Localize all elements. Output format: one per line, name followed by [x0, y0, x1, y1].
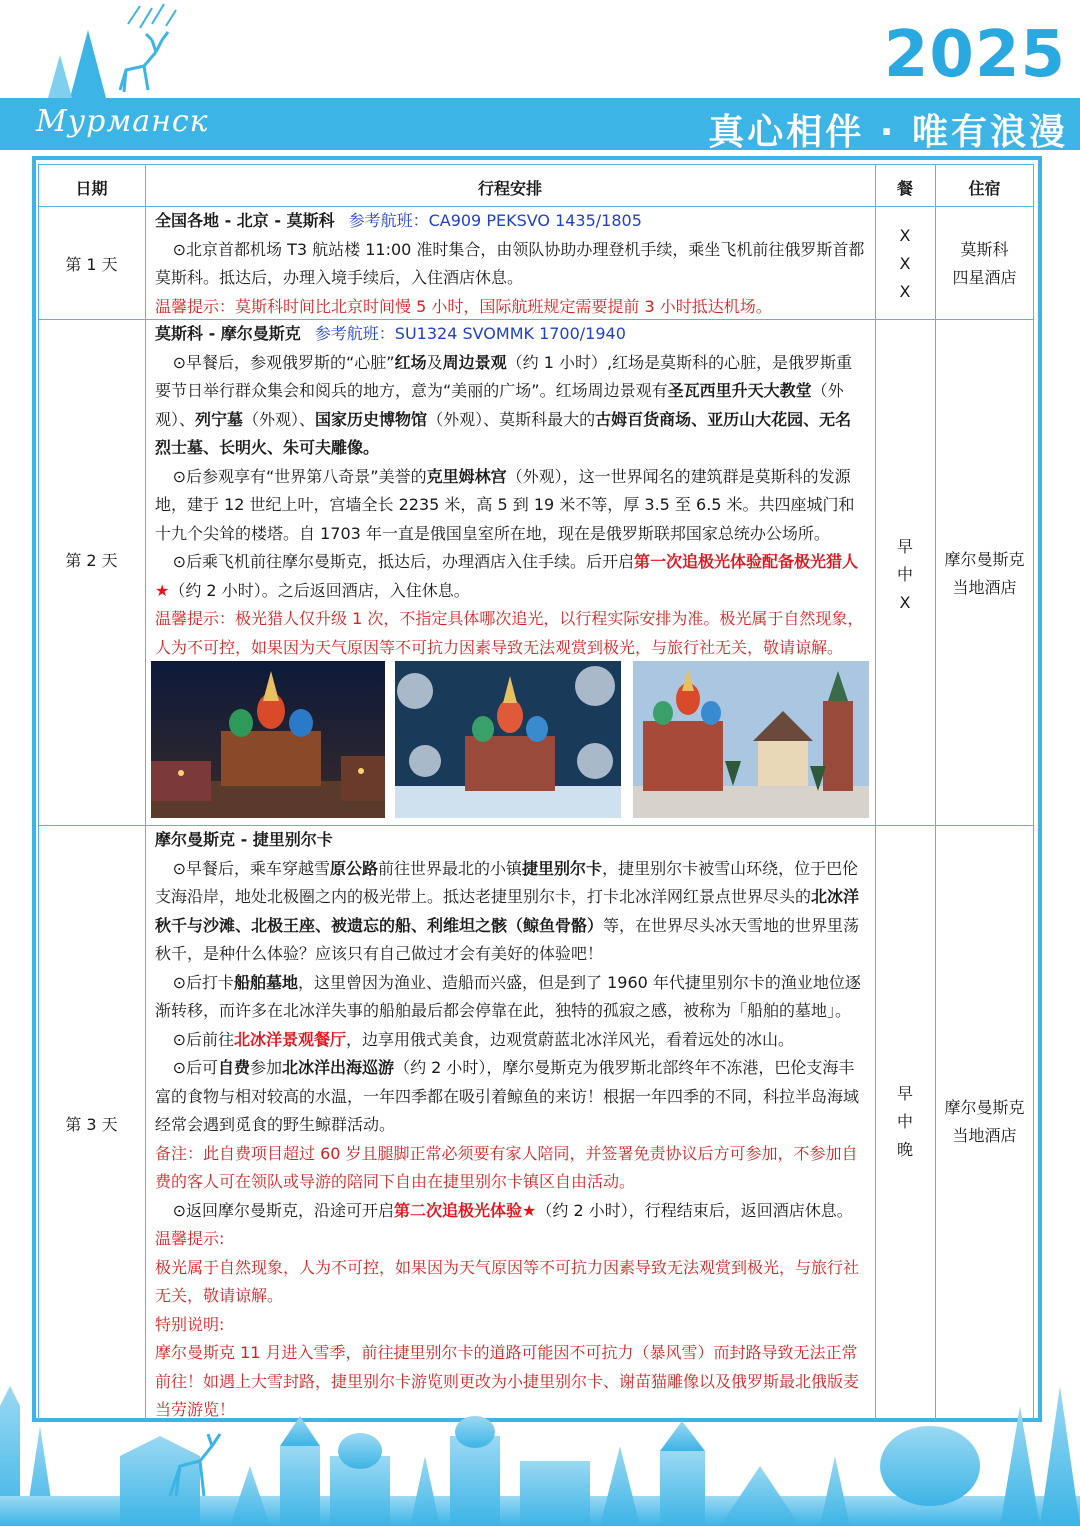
meal-breakfast: 早 — [896, 1084, 913, 1103]
day-3-tip-label: 温馨提示: — [155, 1229, 225, 1248]
hotel-type: 当地酒店 — [952, 1126, 1017, 1145]
red-square-carousel-photo — [633, 661, 869, 818]
day-1-title: 全国各地 - 北京 - 莫斯科 — [155, 211, 335, 230]
hotel-type: 四星酒店 — [952, 268, 1017, 287]
day-2-title: 莫斯科 - 摩尔曼斯克 — [155, 324, 301, 343]
meal-dinner: 晚 — [896, 1140, 913, 1159]
day-2-hotel — [935, 546, 1034, 602]
day-2-content — [155, 320, 867, 662]
saint-basil-snow-photo — [395, 661, 621, 818]
day-1-flight: 参考航班：CA909 PEKSVO 1435/1805 — [348, 211, 642, 230]
day-1-label: 第 1 天 — [65, 255, 118, 274]
header-hotel: 住宿 — [968, 179, 1001, 198]
day-1-tip-text: 莫斯科时间比北京时间慢 5 小时，国际航班规定需要提前 3 小时抵达机场。 — [235, 296, 772, 316]
meal-dinner: X — [899, 593, 911, 612]
tree-deer-decoration — [40, 0, 200, 100]
day-3-special-text: 摩尔曼斯克 11 月进入雪季，前往捷里别尔卡的道路可能因不可抗力（暴风雪）而封路导致无法正常前往！如遇上大雪封路，捷里别尔卡游览则更改为小捷里别尔卡、谢苗猫雕像以及俄罗斯最北俄版麦当劳游览！ — [155, 1343, 860, 1419]
day-3-paragraph-5: ⊙返回摩尔曼斯克，沿途可开启第二次追极光体验★（约 2 小时），行程结束后，返回酒店休息。 — [172, 1200, 853, 1220]
meal-breakfast: X — [899, 226, 911, 245]
hotel-city: 莫斯科 — [960, 240, 1009, 259]
day-3-tip-text: 极光属于自然现象，人为不可控，如果因为天气原因等不可抗力因素导致无法观赏到极光，与旅行社无关，敬请谅解。 — [155, 1257, 860, 1305]
year-title: 2025 — [883, 18, 1066, 92]
day-3-paragraph-2: ⊙后打卡船舶墓地，这里曾因为渔业、造船而兴盛，但是到了 1960 年代捷里别尔卡的渔业地位逐渐转移，而许多在北冰洋失事的船舶最后都会停靠在此，独特的孤寂之感，被称为「船舶的墓地」。 — [155, 972, 861, 1020]
meal-breakfast: 早 — [896, 537, 913, 556]
day-1-tip-label: 温馨提示： — [155, 296, 236, 316]
day-3-label: 第 3 天 — [65, 1115, 118, 1134]
slogan: 真心相伴 · 唯有浪漫 — [708, 112, 1068, 153]
meal-lunch: X — [899, 254, 911, 273]
day-3-note: 备注：此自费项目超过 60 岁且腿脚正常必须要有家人陪同，并签署免责协议后方可参加，不参加自费的客人可在领队或导游的陪同下自由在捷里别尔卡镇区自由活动。 — [155, 1143, 858, 1191]
header-meal: 餐 — [896, 179, 913, 198]
header-date: 日期 — [75, 179, 108, 198]
hotel-city: 摩尔曼斯克 — [944, 550, 1025, 569]
hotel-type: 当地酒店 — [952, 578, 1017, 597]
day-3-paragraph-1: ⊙早餐后，乘车穿越雪原公路前往世界最北的小镇捷里别尔卡，捷里别尔卡被雪山环绕，位于巴伦支海沿岸，地处北极圈之内的极光带上。抵达老捷里别尔卡，打卡北冰洋网红景点世界尽头的北冰洋秋千与沙滩、北极王座、被遗忘的船、利维坦之骸（鲸鱼骨骼）等，在世界尽头冰天雪地的世界里荡秋千，是种什么体验？应该只有自己做过才会有美好的体验吧！ — [155, 858, 860, 963]
hotel-city: 摩尔曼斯克 — [944, 1098, 1025, 1117]
day-3-content — [155, 826, 867, 1425]
day-3-hotel — [935, 1094, 1034, 1150]
day-2-flight: 参考航班：SU1324 SVOMMK 1700/1940 — [314, 324, 626, 343]
meal-lunch: 中 — [896, 1112, 913, 1131]
day-1-meals — [875, 222, 935, 306]
day-2-photos — [151, 661, 871, 818]
day-3-meals — [875, 1080, 935, 1164]
itinerary-table — [38, 164, 1034, 1420]
day-3-title: 摩尔曼斯克 - 捷里别尔卡 — [155, 830, 333, 849]
day-3-paragraph-4: ⊙后可自费参加北冰洋出海巡游（约 2 小时），摩尔曼斯克为俄罗斯北部终年不冻港，巴伦支海丰富的食物与相对较高的水温，一年四季都在吸引着鲸鱼的来访！根据一年四季的不同，科拉半岛海域经常会遇到觅食的野生鲸群活动。 — [155, 1058, 860, 1134]
logo: Мурманск — [36, 104, 209, 139]
meal-dinner: X — [899, 282, 911, 301]
day-2-paragraph-2: ⊙后参观享有“世界第八奇景”美誉的克里姆林宫（外观），这一世界闻名的建筑群是莫斯科的发源地，建于 12 世纪上叶，宫墙全长 2235 米，高 5 到 19 米不等，厚 3.5 至 6.5 米。共四座城门和十九个尖耸的楼塔。自 1703 年一直是俄国皇室所在地，现在是俄罗斯联邦国家总统办公场所。 — [155, 466, 855, 543]
winter-skyline-decoration — [0, 1346, 1080, 1526]
header-itinerary: 行程安排 — [477, 179, 542, 198]
day-1-content — [155, 207, 867, 321]
day-1-hotel — [935, 236, 1034, 292]
day-2-tip: 温馨提示：极光猎人仅升级 1 次，不指定具体哪次追光，以行程实际安排为准。极光属于自然现象，人为不可控，如果因为天气原因等不可抗力因素导致无法观赏到极光，与旅行社无关，敬请谅解。 — [155, 609, 864, 657]
day-2-meals — [875, 533, 935, 617]
day-2-paragraph-1: ⊙早餐后，参观俄罗斯的“心脏”红场及周边景观（约 1 小时）,红场是莫斯科的心脏，是俄罗斯重要节日举行群众集会和阅兵的地方，意为“美丽的广场”。红场周边景观有圣瓦西里升天大教堂（外观）、列宁墓（外观）、国家历史博物馆（外观）、莫斯科最大的古姆百货商场、亚历山大花园、无名烈士墓、长明火、朱可夫雕像。 — [155, 352, 853, 457]
meal-lunch: 中 — [896, 565, 913, 584]
day-2-paragraph-3: ⊙后乘飞机前往摩尔曼斯克，抵达后，办理酒店入住手续。后开启第一次追极光体验配备极光猎人★（约 2 小时）。之后返回酒店，入住休息。 — [155, 552, 859, 600]
day-1-paragraph: ⊙北京首都机场 T3 航站楼 11:00 准时集合，由领队协助办理登机手续，乘坐飞机前往俄罗斯首都莫斯科。抵达后，办理入境手续后，入住酒店休息。 — [155, 239, 865, 287]
day-2-label: 第 2 天 — [65, 551, 118, 570]
red-square-night-photo — [151, 661, 385, 818]
day-3-special-label: 特别说明: — [155, 1314, 225, 1334]
day-3-paragraph-3: ⊙后前往北冰洋景观餐厅，边享用俄式美食，边观赏蔚蓝北冰洋风光，看着远处的冰山。 — [172, 1029, 795, 1049]
